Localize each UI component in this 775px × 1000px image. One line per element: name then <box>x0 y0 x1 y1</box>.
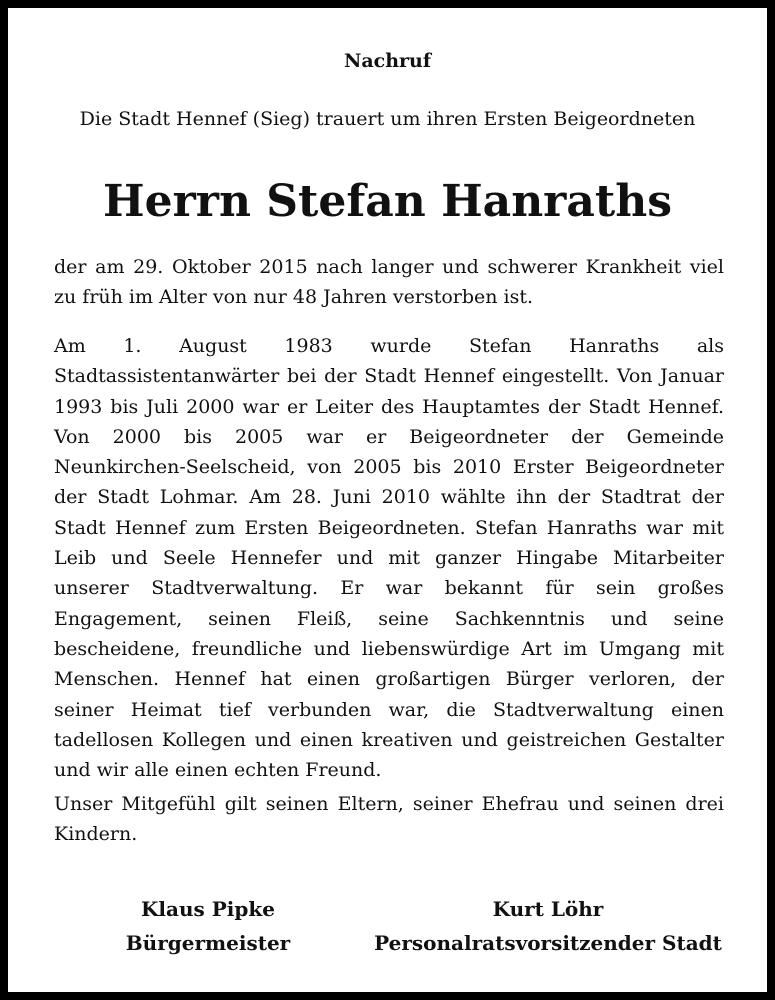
condolence-paragraph: Unser Mitgefühl gilt seinen Eltern, seiner Ehefrau und seinen drei Kindern. <box>54 793 724 846</box>
signature-title: Bürgermeister <box>125 931 291 955</box>
death-paragraph: der am 29. Oktober 2015 nach langer und schwerer Krankheit viel zu früh im Alter von nur 48 Jahren verstorben ist. <box>54 256 724 309</box>
signature-name: Kurt Löhr <box>492 897 604 921</box>
intro-line: Die Stadt Hennef (Sieg) trauert um ihren Ersten Beigeordneten <box>79 108 696 130</box>
signature-mayor <box>78 892 338 960</box>
notice-heading: Nachruf <box>343 50 432 72</box>
deceased-name: Herrn Stefan Hanraths <box>103 176 672 227</box>
biography-paragraph: Am 1. August 1983 wurde Stefan Hanraths als Stadtassistentanwärter bei der Stadt Hennef eingestellt. Von Januar 1993 bis Juli 2000 war er Leiter des Hauptamtes der Stadt Hennef. Von 2000 bis 2005 war er Beigeordneter der Gemeinde Neunkirchen-Seelscheid, von 2005 bis 2010 Erster Beigeordneter der Stadt Lohmar. Am 28. Juni 2010 wählte ihn der Stadtrat der Stadt Hennef zum Ersten Beigeordneten. Stefan Hanraths war mit Leib und Seele Hennefer und mit ganzer Hingabe Mitarbeiter unserer Stadtverwaltung. Er war bekannt für sein großes Engagement, seinen Fleiß, seine Sachkenntnis und seine bescheidene, freundliche und liebenswürdige Art im Umgang mit Menschen. Hennef hat einen großartigen Bürger verloren, der seiner Heimat tief verbunden war, die Stadtverwaltung einen tadellosen Kollegen und einen kreativen und geistreichen Gestalter und wir alle einen echten Freund. <box>54 335 724 782</box>
signature-council-chair <box>358 892 738 960</box>
signature-name: Klaus Pipke <box>141 897 275 921</box>
signature-title: Personalratsvorsitzender Stadt <box>374 931 722 955</box>
